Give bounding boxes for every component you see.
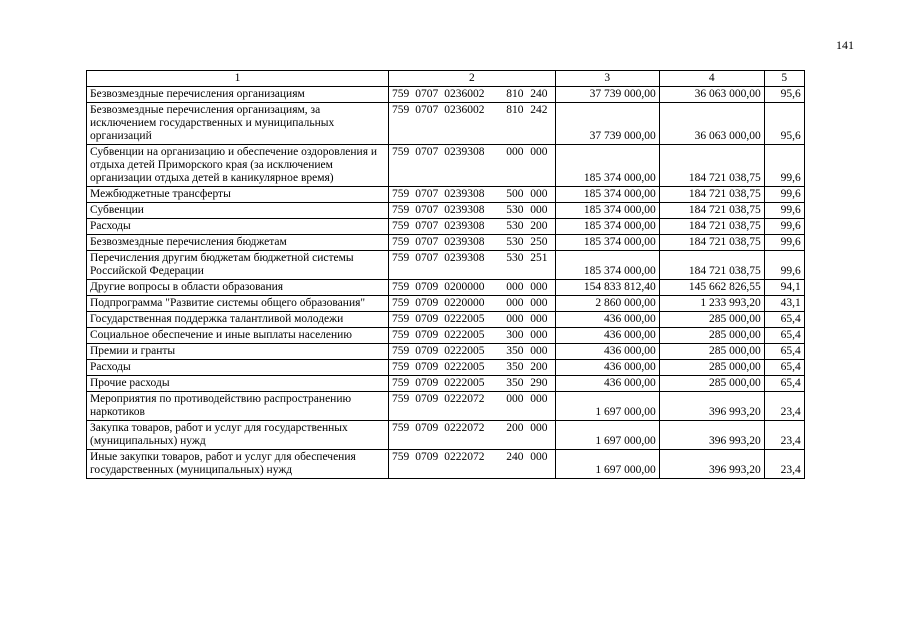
row-col4: 396 993,20 <box>659 421 764 450</box>
row-code-5: 000 <box>527 203 555 219</box>
table-row <box>87 328 805 344</box>
row-col4: 396 993,20 <box>659 392 764 421</box>
table-row <box>87 421 805 450</box>
row-code-1: 759 <box>389 344 413 360</box>
row-col5: 43,1 <box>764 296 804 312</box>
row-code-3: 0239308 <box>441 235 503 251</box>
row-code-4: 000 <box>503 145 527 187</box>
row-code-3: 0236002 <box>441 87 503 103</box>
row-code-3: 0222005 <box>441 376 503 392</box>
table-row <box>87 392 805 421</box>
row-col5: 99,6 <box>764 203 804 219</box>
row-code-1: 759 <box>389 235 413 251</box>
row-code-4: 350 <box>503 376 527 392</box>
row-name: Субвенции на организацию и обеспечение оздоровления и отдыха детей Приморского края (за исключением организации отдыха детей в каникулярное время) <box>87 145 389 187</box>
row-col5: 99,6 <box>764 187 804 203</box>
table-row <box>87 312 805 328</box>
header-col-2: 2 <box>389 71 556 87</box>
row-code-5: 000 <box>527 187 555 203</box>
row-col3: 185 374 000,00 <box>555 145 659 187</box>
row-code-2: 0707 <box>412 219 441 235</box>
row-code-4: 500 <box>503 187 527 203</box>
row-code-4: 530 <box>503 203 527 219</box>
row-col3: 154 833 812,40 <box>555 280 659 296</box>
row-code-1: 759 <box>389 280 413 296</box>
row-code-5: 200 <box>527 219 555 235</box>
row-col3: 1 697 000,00 <box>555 421 659 450</box>
row-code-4: 530 <box>503 219 527 235</box>
row-code-2: 0709 <box>412 328 441 344</box>
row-code-5: 290 <box>527 376 555 392</box>
row-code-5: 000 <box>527 145 555 187</box>
row-code-4: 000 <box>503 280 527 296</box>
row-code-3: 0222072 <box>441 392 503 421</box>
row-name: Прочие расходы <box>87 376 389 392</box>
row-code-1: 759 <box>389 360 413 376</box>
row-code-2: 0709 <box>412 392 441 421</box>
row-code-1: 759 <box>389 296 413 312</box>
row-code-1: 759 <box>389 87 413 103</box>
row-col5: 95,6 <box>764 103 804 145</box>
table-row <box>87 235 805 251</box>
row-code-1: 759 <box>389 203 413 219</box>
row-col5: 94,1 <box>764 280 804 296</box>
row-code-5: 251 <box>527 251 555 280</box>
row-col4: 184 721 038,75 <box>659 235 764 251</box>
row-code-1: 759 <box>389 103 413 145</box>
header-col-4: 4 <box>659 71 764 87</box>
row-col3: 37 739 000,00 <box>555 103 659 145</box>
row-col4: 285 000,00 <box>659 328 764 344</box>
row-name: Социальное обеспечение и иные выплаты населению <box>87 328 389 344</box>
row-code-1: 759 <box>389 251 413 280</box>
row-code-5: 000 <box>527 328 555 344</box>
table-row <box>87 251 805 280</box>
row-col5: 65,4 <box>764 328 804 344</box>
table-row <box>87 145 805 187</box>
row-name: Безвозмездные перечисления организациям <box>87 87 389 103</box>
row-code-2: 0709 <box>412 312 441 328</box>
row-col3: 185 374 000,00 <box>555 203 659 219</box>
row-code-2: 0709 <box>412 280 441 296</box>
row-col5: 99,6 <box>764 219 804 235</box>
row-name: Другие вопросы в области образования <box>87 280 389 296</box>
row-code-4: 530 <box>503 251 527 280</box>
row-col4: 184 721 038,75 <box>659 145 764 187</box>
row-col4: 285 000,00 <box>659 360 764 376</box>
row-code-3: 0222005 <box>441 312 503 328</box>
row-col3: 436 000,00 <box>555 376 659 392</box>
row-code-5: 000 <box>527 421 555 450</box>
row-name: Безвозмездные перечисления организациям, за исключением государственных и муниципальных организаций <box>87 103 389 145</box>
row-col5: 65,4 <box>764 376 804 392</box>
table-row <box>87 219 805 235</box>
row-code-1: 759 <box>389 328 413 344</box>
row-code-2: 0707 <box>412 187 441 203</box>
row-name: Премии и гранты <box>87 344 389 360</box>
row-code-2: 0707 <box>412 203 441 219</box>
row-code-5: 000 <box>527 312 555 328</box>
row-col3: 2 860 000,00 <box>555 296 659 312</box>
row-code-2: 0709 <box>412 450 441 479</box>
row-code-4: 350 <box>503 360 527 376</box>
row-col4: 36 063 000,00 <box>659 87 764 103</box>
row-code-3: 0236002 <box>441 103 503 145</box>
row-code-3: 0239308 <box>441 251 503 280</box>
row-code-1: 759 <box>389 145 413 187</box>
row-col4: 1 233 993,20 <box>659 296 764 312</box>
row-col5: 65,4 <box>764 312 804 328</box>
row-name: Межбюджетные трансферты <box>87 187 389 203</box>
row-code-2: 0707 <box>412 103 441 145</box>
row-col5: 99,6 <box>764 145 804 187</box>
row-name: Мероприятия по противодействию распространению наркотиков <box>87 392 389 421</box>
row-code-1: 759 <box>389 450 413 479</box>
row-code-4: 000 <box>503 312 527 328</box>
row-name: Государственная поддержка талантливой молодежи <box>87 312 389 328</box>
row-code-1: 759 <box>389 421 413 450</box>
row-col4: 285 000,00 <box>659 376 764 392</box>
row-col3: 1 697 000,00 <box>555 450 659 479</box>
row-col4: 184 721 038,75 <box>659 251 764 280</box>
row-code-1: 759 <box>389 219 413 235</box>
row-col4: 285 000,00 <box>659 312 764 328</box>
row-code-3: 0222005 <box>441 344 503 360</box>
row-code-2: 0709 <box>412 376 441 392</box>
row-code-5: 000 <box>527 450 555 479</box>
row-col5: 95,6 <box>764 87 804 103</box>
row-code-3: 0200000 <box>441 280 503 296</box>
row-col3: 436 000,00 <box>555 312 659 328</box>
row-code-2: 0707 <box>412 87 441 103</box>
row-code-2: 0709 <box>412 360 441 376</box>
row-code-1: 759 <box>389 187 413 203</box>
table-row <box>87 103 805 145</box>
row-code-3: 0222072 <box>441 450 503 479</box>
header-col-1: 1 <box>87 71 389 87</box>
row-col3: 185 374 000,00 <box>555 251 659 280</box>
row-code-4: 240 <box>503 450 527 479</box>
row-col3: 185 374 000,00 <box>555 187 659 203</box>
row-col5: 65,4 <box>764 360 804 376</box>
table-row <box>87 376 805 392</box>
row-col5: 65,4 <box>764 344 804 360</box>
row-code-2: 0709 <box>412 344 441 360</box>
row-name: Перечисления другим бюджетам бюджетной системы Российской Федерации <box>87 251 389 280</box>
row-code-3: 0222072 <box>441 421 503 450</box>
row-code-3: 0239308 <box>441 187 503 203</box>
row-code-2: 0707 <box>412 251 441 280</box>
row-code-5: 242 <box>527 103 555 145</box>
table-row <box>87 280 805 296</box>
row-col4: 184 721 038,75 <box>659 203 764 219</box>
row-code-5: 000 <box>527 344 555 360</box>
row-code-2: 0707 <box>412 145 441 187</box>
row-code-5: 000 <box>527 296 555 312</box>
budget-table <box>86 70 805 479</box>
row-code-1: 759 <box>389 312 413 328</box>
table-row <box>87 360 805 376</box>
row-code-4: 000 <box>503 296 527 312</box>
row-code-5: 200 <box>527 360 555 376</box>
row-col3: 1 697 000,00 <box>555 392 659 421</box>
row-col4: 184 721 038,75 <box>659 187 764 203</box>
row-name: Расходы <box>87 219 389 235</box>
row-code-3: 0220000 <box>441 296 503 312</box>
row-code-1: 759 <box>389 392 413 421</box>
row-code-4: 810 <box>503 103 527 145</box>
row-code-5: 000 <box>527 392 555 421</box>
row-code-3: 0222005 <box>441 328 503 344</box>
row-code-3: 0239308 <box>441 145 503 187</box>
row-col4: 184 721 038,75 <box>659 219 764 235</box>
row-code-5: 000 <box>527 280 555 296</box>
row-col4: 145 662 826,55 <box>659 280 764 296</box>
row-col5: 99,6 <box>764 251 804 280</box>
row-col3: 37 739 000,00 <box>555 87 659 103</box>
row-code-4: 000 <box>503 392 527 421</box>
table-row <box>87 450 805 479</box>
row-name: Безвозмездные перечисления бюджетам <box>87 235 389 251</box>
row-code-5: 250 <box>527 235 555 251</box>
row-col3: 436 000,00 <box>555 360 659 376</box>
row-code-1: 759 <box>389 376 413 392</box>
row-code-4: 810 <box>503 87 527 103</box>
row-code-4: 200 <box>503 421 527 450</box>
row-code-2: 0709 <box>412 296 441 312</box>
row-code-5: 240 <box>527 87 555 103</box>
row-name: Субвенции <box>87 203 389 219</box>
table-row <box>87 203 805 219</box>
row-col3: 436 000,00 <box>555 328 659 344</box>
row-code-3: 0239308 <box>441 219 503 235</box>
header-col-3: 3 <box>555 71 659 87</box>
row-col3: 436 000,00 <box>555 344 659 360</box>
row-col5: 23,4 <box>764 392 804 421</box>
table-header-row <box>87 71 805 87</box>
row-code-2: 0707 <box>412 235 441 251</box>
row-col4: 36 063 000,00 <box>659 103 764 145</box>
row-code-2: 0709 <box>412 421 441 450</box>
table-row <box>87 344 805 360</box>
row-col3: 185 374 000,00 <box>555 219 659 235</box>
table-row <box>87 87 805 103</box>
row-name: Расходы <box>87 360 389 376</box>
row-col3: 185 374 000,00 <box>555 235 659 251</box>
row-col5: 23,4 <box>764 421 804 450</box>
row-name: Подпрограмма "Развитие системы общего образования" <box>87 296 389 312</box>
row-code-3: 0239308 <box>441 203 503 219</box>
table-row <box>87 187 805 203</box>
row-code-3: 0222005 <box>441 360 503 376</box>
row-code-4: 300 <box>503 328 527 344</box>
row-col4: 396 993,20 <box>659 450 764 479</box>
row-col5: 99,6 <box>764 235 804 251</box>
row-name: Закупка товаров, работ и услуг для государственных (муниципальных) нужд <box>87 421 389 450</box>
row-col5: 23,4 <box>764 450 804 479</box>
header-col-5: 5 <box>764 71 804 87</box>
row-name: Иные закупки товаров, работ и услуг для обеспечения государственных (муниципальных) нужд <box>87 450 389 479</box>
row-code-4: 530 <box>503 235 527 251</box>
table-row <box>87 296 805 312</box>
row-code-4: 350 <box>503 344 527 360</box>
page-number: 141 <box>836 38 854 52</box>
row-col4: 285 000,00 <box>659 344 764 360</box>
